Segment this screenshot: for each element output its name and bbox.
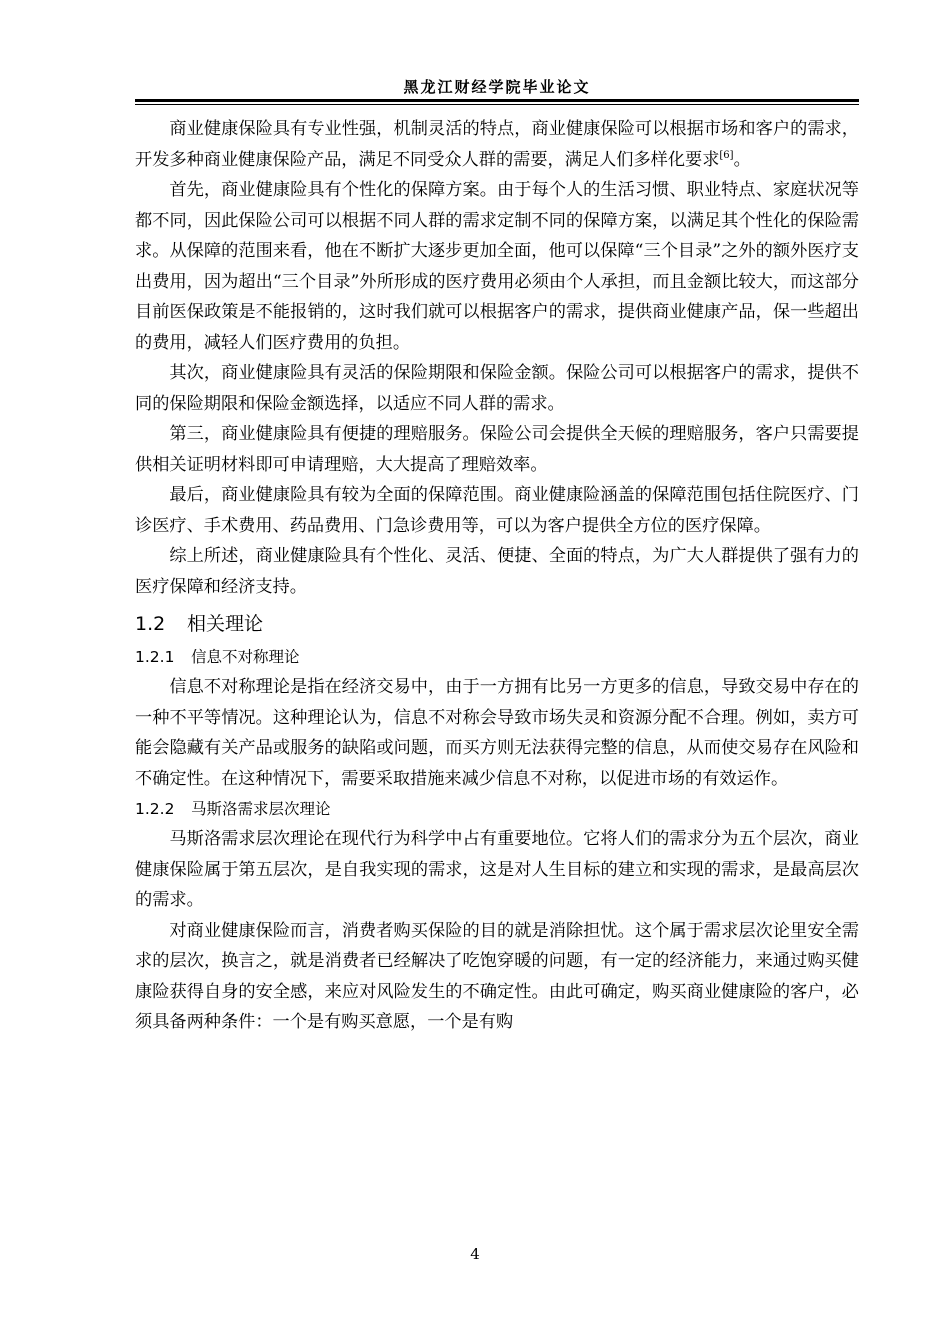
subsection-heading	[135, 794, 859, 824]
subsection-title: 马斯洛需求层次理论	[191, 800, 331, 818]
paragraph: 最后，商业健康险具有较为全面的保障范围。商业健康险涵盖的保障范围包括住院医疗、门诊医疗、手术费用、药品费用、门急诊费用等，可以为客户提供全方位的医疗保障。	[135, 485, 859, 536]
page-number: 4	[470, 1245, 480, 1263]
running-header: 黑龙江财经学院毕业论文	[403, 78, 591, 96]
header-rule-thin	[135, 104, 859, 105]
paragraph: 其次，商业健康险具有灵活的保险期限和保险金额。保险公司可以根据客户的需求，提供不同的保险期限和保险金额选择，以适应不同人群的需求。	[135, 363, 859, 414]
section-number: 1.2	[135, 613, 166, 635]
subsection-number: 1.2.1	[135, 648, 175, 666]
subsection-heading	[135, 642, 859, 672]
paragraph: 对商业健康保险而言，消费者购买保险的目的就是消除担忧。这个属于需求层次论里安全需求的层次，换言之，就是消费者已经解决了吃饱穿暖的问题，有一定的经济能力，来通过购买健康险获得自身的安全感，来应对风险发生的不确定性。由此可确定，购买商业健康险的客户，必须具备两种条件：一个是有购买意愿，一个是有购	[135, 920, 859, 1032]
page-body	[135, 114, 859, 1038]
paragraph: 商业健康保险具有专业性强，机制灵活的特点，商业健康保险可以根据市场和客户的需求，开发多种商业健康保险产品，满足不同受众人群的需要，满足人们多样化要求[6]。	[135, 119, 859, 170]
paragraph: 第三，商业健康险具有便捷的理赔服务。保险公司会提供全天候的理赔服务，客户只需要提供相关证明材料即可申请理赔，大大提高了理赔效率。	[135, 424, 859, 475]
subsection-number: 1.2.2	[135, 800, 175, 818]
section-title: 相关理论	[187, 613, 264, 635]
header-rule-thick	[135, 99, 859, 102]
paragraph: 信息不对称理论是指在经济交易中，由于一方拥有比另一方更多的信息，导致交易中存在的一种不平等情况。这种理论认为，信息不对称会导致市场失灵和资源分配不合理。例如，卖方可能会隐藏有关产品或服务的缺陷或问题，而买方则无法获得完整的信息，从而使交易存在风险和不确定性。在这种情况下，需要采取措施来减少信息不对称，以促进市场的有效运作。	[135, 677, 859, 789]
paragraph: 综上所述，商业健康险具有个性化、灵活、便捷、全面的特点，为广大人群提供了强有力的医疗保障和经济支持。	[135, 546, 859, 597]
section-heading	[135, 609, 859, 639]
subsection-title: 信息不对称理论	[191, 648, 300, 666]
paragraph: 首先，商业健康险具有个性化的保障方案。由于每个人的生活习惯、职业特点、家庭状况等都不同，因此保险公司可以根据不同人群的需求定制不同的保障方案，以满足其个性化的保险需求。从保障的范围来看，他在不断扩大逐步更加全面，他可以保障“三个目录”之外的额外医疗支出费用，因为超出“三个目录”外所形成的医疗费用必须由个人承担，而且金额比较大，而这部分目前医保政策是不能报销的，这时我们就可以根据客户的需求，提供商业健康产品，保一些超出的费用，减轻人们医疗费用的负担。	[135, 180, 859, 353]
citation-ref: [6]	[719, 149, 734, 161]
paragraph: 马斯洛需求层次理论在现代行为科学中占有重要地位。它将人们的需求分为五个层次，商业健康保险属于第五层次，是自我实现的需求，这是对人生目标的建立和实现的需求，是最高层次的需求。	[135, 829, 859, 910]
